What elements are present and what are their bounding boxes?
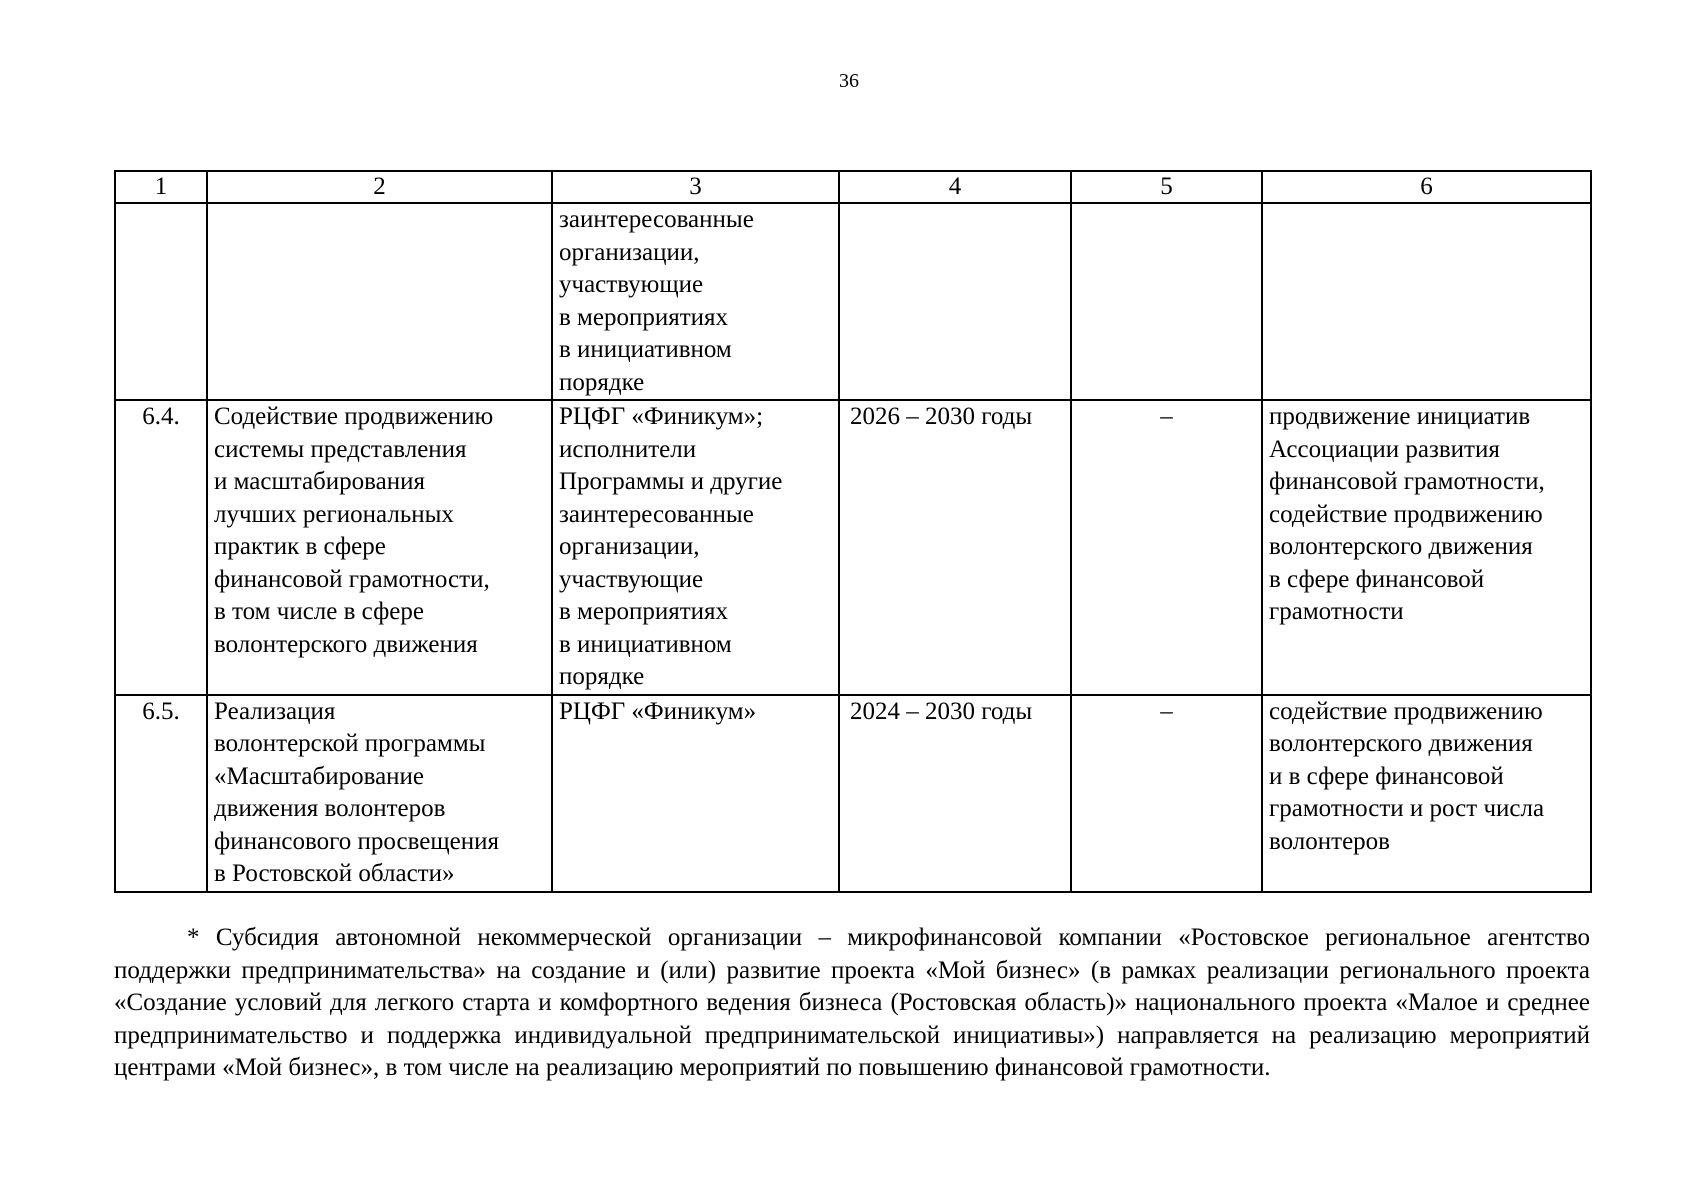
- cell-result-line: продвижение инициатив: [1269, 403, 1531, 430]
- cell-event-line: в Ростовской области»: [214, 860, 455, 887]
- program-table: [114, 170, 1592, 893]
- cell-period: 2024 – 2030 годы: [839, 695, 1071, 892]
- header-col-5: 5: [1071, 171, 1262, 203]
- cell-executors: [552, 203, 839, 400]
- cell-executors-line: заинтересованные: [559, 206, 754, 233]
- cell-event-line: практик в сфере: [214, 533, 386, 560]
- cell-period: [839, 203, 1071, 400]
- header-col-3: 3: [552, 171, 839, 203]
- table-row: [115, 695, 1591, 892]
- cell-event-line: движения волонтеров: [214, 795, 446, 822]
- cell-executors-line: РЦФГ «Финикум»;: [559, 403, 764, 430]
- cell-executors-line: участвующие: [559, 271, 704, 298]
- footnote: * Субсидия автономной некоммерческой организации – микрофинансовой компании «Ростовское региональное агентство поддержки предпринимательства» на создание и (или) развитие проекта «Мой бизнес» (в рамках реализации регионального проекта «Создание условий для легкого старта и комфортного ведения бизнеса (Ростовская область)» национального проекта «Малое и среднее предпринимательство и поддержка индивидуальной предпринимательской инициативы») направляется на реализацию мероприятий центрами «Мой бизнес», в том числе на реализацию мероприятий по повышению финансовой грамотности.: [114, 924, 1590, 1081]
- cell-period: 2026 – 2030 годы: [839, 400, 1071, 695]
- table-row: [115, 203, 1591, 400]
- cell-executors-line: РЦФГ «Финикум»: [559, 697, 757, 725]
- cell-executors-line: порядке: [559, 368, 645, 396]
- cell-executors-line: заинтересованные: [559, 500, 754, 528]
- cell-executors: [552, 695, 839, 892]
- cell-result-line: волонтеров: [1269, 827, 1390, 855]
- cell-result-line: грамотности и рост числа: [1269, 795, 1545, 822]
- cell-executors-line: в мероприятиях: [559, 303, 729, 331]
- cell-result-line: Ассоциации развития: [1269, 435, 1500, 463]
- header-col-4: 4: [839, 171, 1071, 203]
- cell-funding: –: [1071, 400, 1262, 695]
- cell-result-line: содействие продвижению: [1269, 697, 1543, 725]
- cell-event-line: финансовой грамотности,: [214, 565, 490, 593]
- cell-event-line: Содействие продвижению: [214, 403, 494, 430]
- cell-executors-line: в инициативном: [559, 336, 732, 363]
- cell-result: [1262, 203, 1591, 400]
- cell-executors-line: в инициативном: [559, 630, 732, 658]
- cell-result-line: волонтерского движения: [1269, 730, 1533, 757]
- cell-executors: [552, 400, 839, 695]
- cell-result-line: грамотности: [1269, 598, 1404, 625]
- cell-event-line: волонтерской программы: [214, 730, 486, 757]
- table-row: [115, 400, 1591, 695]
- cell-result: [1262, 695, 1591, 892]
- cell-result-line: финансовой грамотности,: [1269, 468, 1545, 495]
- cell-event: [207, 400, 552, 695]
- cell-result-line: содействие продвижению: [1269, 500, 1543, 528]
- header-row: [115, 171, 1591, 203]
- cell-result-line: и в сфере финансовой: [1269, 762, 1504, 790]
- cell-number: 6.5.: [115, 695, 207, 892]
- cell-executors-line: организации,: [559, 238, 700, 266]
- cell-executors-line: участвующие: [559, 565, 704, 593]
- cell-number: 6.4.: [115, 400, 207, 695]
- cell-event-line: финансового просвещения: [214, 827, 499, 855]
- cell-event-line: системы представления: [214, 435, 467, 463]
- cell-event: [207, 203, 552, 400]
- cell-result-line: в сфере финансовой: [1269, 565, 1485, 593]
- cell-funding: –: [1071, 695, 1262, 892]
- cell-result: [1262, 400, 1591, 695]
- cell-event-line: и масштабирования: [214, 468, 425, 495]
- cell-event-line: лучших региональных: [214, 500, 454, 528]
- cell-executors-line: в мероприятиях: [559, 598, 729, 625]
- cell-result-line: волонтерского движения: [1269, 533, 1533, 560]
- cell-executors-line: исполнители: [559, 435, 697, 463]
- cell-funding: [1071, 203, 1262, 400]
- cell-event-line: «Масштабирование: [214, 762, 425, 790]
- cell-event-line: Реализация: [214, 697, 336, 725]
- cell-event-line: волонтерского движения: [214, 630, 478, 658]
- cell-event-line: в том числе в сфере: [214, 598, 424, 625]
- header-col-2: 2: [207, 171, 552, 203]
- cell-executors-line: порядке: [559, 663, 645, 690]
- cell-event: [207, 695, 552, 892]
- header-col-1: 1: [115, 171, 207, 203]
- cell-executors-line: Программы и другие: [559, 468, 783, 495]
- cell-executors-line: организации,: [559, 533, 700, 560]
- cell-number: [115, 203, 207, 400]
- header-col-6: 6: [1262, 171, 1591, 203]
- page-number: 36: [839, 70, 859, 92]
